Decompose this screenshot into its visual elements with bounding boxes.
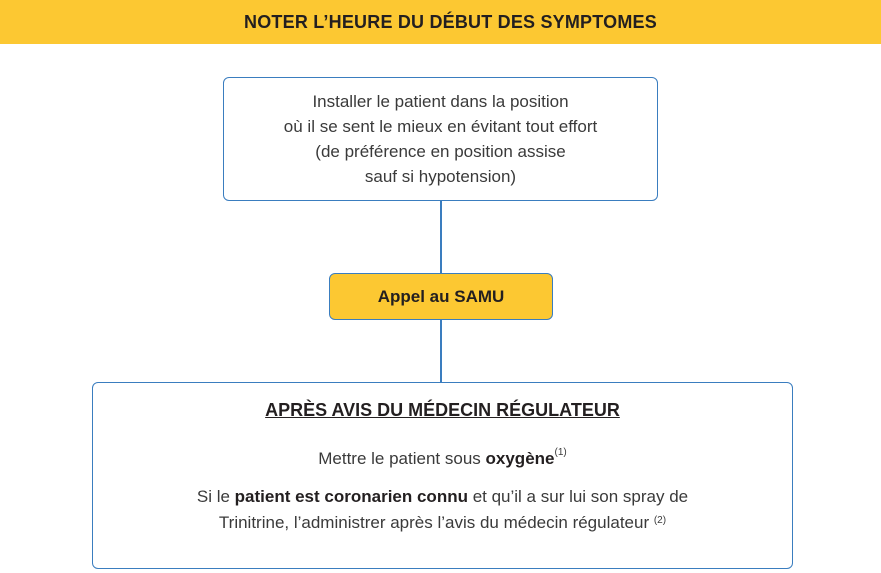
positioning-line-3: (de préférence en position assise [315,142,566,161]
header-banner [0,0,881,44]
positioning-step-box [223,77,658,201]
coronary-suffix: et qu’il a sur lui son spray de [467,487,689,506]
connector-line-1 [440,201,442,273]
footnote-2: (2) [653,515,667,526]
oxygen-instruction [93,449,792,469]
samu-call-box [329,273,553,320]
oxygen-term: oxygène [485,449,555,468]
connector-line-2 [440,320,442,382]
regulator-advice-box [92,382,793,569]
coronary-instruction [93,484,792,536]
samu-call-label: Appel au SAMU [377,286,505,306]
banner-title: NOTER L’HEURE DU DÉBUT DES SYMPTOMES [244,11,657,32]
positioning-line-1: Installer le patient dans la position [312,92,569,111]
coronary-prefix: Si le [196,487,235,506]
coronary-line-2: Trinitrine, l’administrer après l’avis du médecin régulateur [218,513,654,532]
positioning-line-4: sauf si hypotension) [364,167,517,186]
oxygen-prefix: Mettre le patient sous [318,449,486,468]
footnote-1: (1) [554,447,567,458]
coronary-bold: patient est coronarien connu [234,487,468,506]
positioning-line-2: où il se sent le mieux en évitant tout effort [283,117,598,136]
regulator-heading: APRÈS AVIS DU MÉDECIN RÉGULATEUR [265,400,620,420]
